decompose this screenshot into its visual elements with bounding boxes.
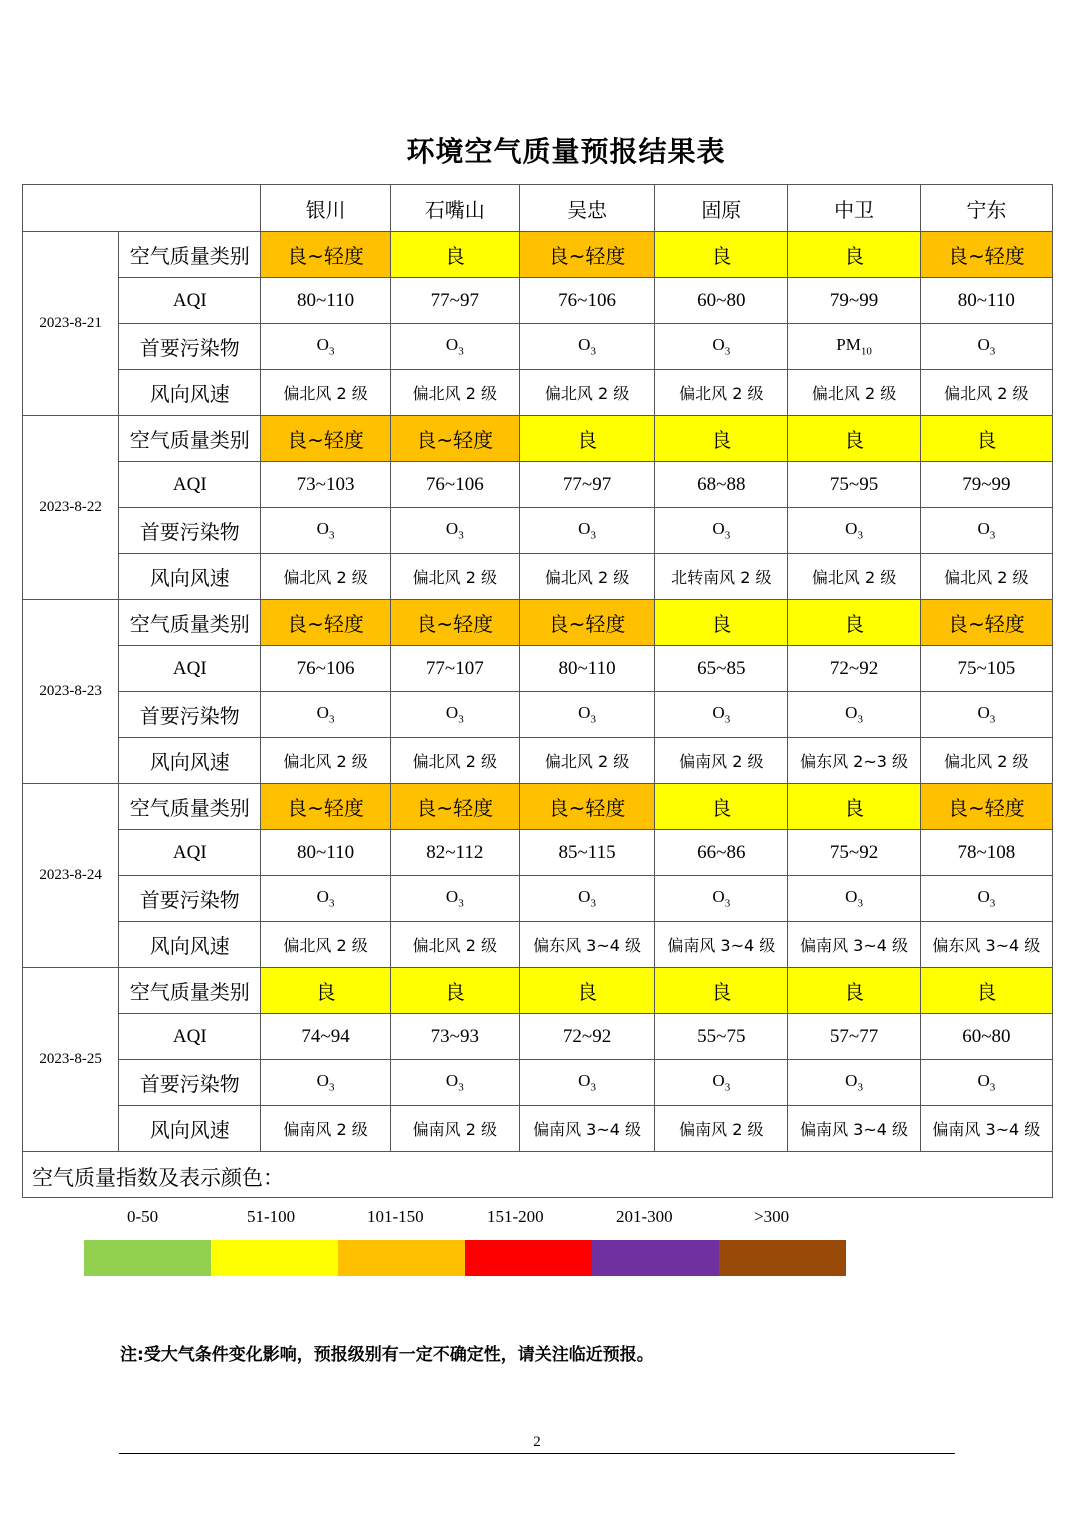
row-label-aqi: AQI [119,646,261,692]
pollutant-symbol: O [445,1071,459,1091]
aqi-cell: 60~80 [920,1014,1052,1060]
pollutant-subscript: 3 [458,713,464,726]
category-cell: 良 [519,416,654,462]
forecast-row-aqi [23,278,1053,324]
wind-cell: 偏北风 2 级 [788,370,920,416]
aqi-cell: 78~108 [920,830,1052,876]
category-cell: 良 [788,600,920,646]
wind-cell: 偏北风 2 级 [519,554,654,600]
city-header: 固原 [655,185,788,232]
wind-cell: 偏北风 2 级 [261,370,390,416]
pollutant-symbol: O [316,887,329,907]
row-label-pollutant: 首要污染物 [119,876,261,922]
category-cell: 良 [261,968,390,1014]
aqi-legend [23,1152,1053,1226]
pollutant-cell [655,508,788,554]
pollutant-symbol: O [977,887,990,907]
legend-swatch [338,1240,465,1276]
row-label-pollutant: 首要污染物 [119,324,261,370]
pollutant-subscript: 3 [590,713,596,726]
pollutant-symbol: O [977,335,990,355]
wind-cell: 偏北风 2 级 [519,738,654,784]
pollutant-subscript: 3 [724,529,731,542]
city-header: 吴忠 [519,185,654,232]
wind-cell: 偏北风 2 级 [390,370,519,416]
legend-swatch [84,1240,211,1276]
header-corner [23,185,261,232]
aqi-cell: 66~86 [655,830,788,876]
forecast-row-wind [23,554,1053,600]
aqi-cell: 65~85 [655,646,788,692]
row-label-wind: 风向风速 [119,554,261,600]
pollutant-cell [390,1060,519,1106]
pollutant-symbol: O [977,703,990,723]
pollutant-cell [920,692,1052,738]
aqi-cell: 80~110 [920,278,1052,324]
aqi-cell: 73~93 [390,1014,519,1060]
pollutant-subscript: 3 [328,1081,335,1094]
category-cell: 良~轻度 [519,600,654,646]
category-cell: 良 [655,232,788,278]
forecast-note: 注:受大气条件变化影响，预报级别有一定不确定性，请关注临近预报。 [120,1345,654,1365]
category-cell: 良~轻度 [519,232,654,278]
wind-cell: 偏南风 3~4 级 [519,1106,654,1152]
pollutant-cell [519,1060,654,1106]
forecast-row-category [23,416,1053,462]
legend-label: 51-100 [247,1207,296,1226]
aqi-cell: 75~92 [788,830,920,876]
pollutant-subscript: 3 [590,1081,596,1094]
footer-rule [119,1453,955,1454]
wind-cell: 偏北风 2 级 [920,554,1052,600]
aqi-cell: 80~110 [261,830,390,876]
category-cell: 良 [655,968,788,1014]
wind-cell: 偏东风 3~4 级 [920,922,1052,968]
pollutant-subscript: 10 [860,345,872,358]
aqi-cell: 79~99 [788,278,920,324]
row-label-category: 空气质量类别 [119,784,261,830]
forecast-row-pollutant [23,876,1053,922]
pollutant-cell [519,876,654,922]
wind-cell: 偏南风 3~4 级 [788,1106,920,1152]
aqi-cell: 72~92 [788,646,920,692]
pollutant-cell [390,508,519,554]
wind-cell: 偏北风 2 级 [390,922,519,968]
forecast-row-pollutant [23,1060,1053,1106]
pollutant-subscript: 3 [724,345,731,358]
wind-cell: 偏北风 2 级 [788,554,920,600]
forecast-date: 2023-8-21 [23,232,119,416]
forecast-row-category [23,968,1053,1014]
forecast-table [22,184,1053,1226]
forecast-row-aqi [23,830,1053,876]
aqi-cell: 72~92 [519,1014,654,1060]
category-cell: 良~轻度 [519,784,654,830]
row-label-category: 空气质量类别 [119,416,261,462]
pollutant-subscript: 3 [724,897,731,910]
row-label-pollutant: 首要污染物 [119,508,261,554]
pollutant-cell [655,876,788,922]
pollutant-cell [788,1060,920,1106]
pollutant-cell [920,324,1052,370]
pollutant-subscript: 3 [989,529,996,542]
pollutant-cell [261,324,390,370]
pollutant-cell [261,876,390,922]
forecast-date: 2023-8-25 [23,968,119,1152]
row-label-wind: 风向风速 [119,922,261,968]
pollutant-subscript: 3 [458,529,464,542]
wind-cell: 偏北风 2 级 [920,738,1052,784]
category-cell: 良 [519,968,654,1014]
wind-cell: 偏北风 2 级 [261,554,390,600]
pollutant-cell [788,692,920,738]
wind-cell: 偏北风 2 级 [390,554,519,600]
forecast-row-pollutant [23,508,1053,554]
pollutant-subscript: 3 [458,345,464,358]
wind-cell: 偏南风 3~4 级 [655,922,788,968]
forecast-date: 2023-8-23 [23,600,119,784]
forecast-row-category [23,600,1053,646]
city-header: 中卫 [788,185,920,232]
pollutant-subscript: 3 [328,897,335,910]
aqi-cell: 79~99 [920,462,1052,508]
row-label-aqi: AQI [119,1014,261,1060]
wind-cell: 偏北风 2 级 [920,370,1052,416]
pollutant-symbol: O [316,335,329,355]
legend-label: 151-200 [487,1207,544,1226]
row-label-category: 空气质量类别 [119,600,261,646]
row-label-wind: 风向风速 [119,370,261,416]
aqi-cell: 77~97 [519,462,654,508]
pollutant-subscript: 3 [857,713,863,726]
pollutant-cell [788,324,920,370]
pollutant-symbol: O [316,1071,329,1091]
forecast-row-wind [23,922,1053,968]
pollutant-cell [519,508,654,554]
category-cell: 良~轻度 [390,600,519,646]
pollutant-subscript: 3 [857,529,863,542]
category-cell: 良 [788,232,920,278]
forecast-row-wind [23,738,1053,784]
wind-cell: 偏东风 2~3 级 [788,738,920,784]
pollutant-symbol: O [445,887,459,907]
page-title: 环境空气质量预报结果表 [406,135,726,168]
pollutant-cell [261,1060,390,1106]
row-label-category: 空气质量类别 [119,968,261,1014]
forecast-row-aqi [23,646,1053,692]
wind-cell: 偏南风 2 级 [655,1106,788,1152]
row-label-category: 空气质量类别 [119,232,261,278]
pollutant-subscript: 3 [857,1081,863,1094]
pollutant-subscript: 3 [590,345,596,358]
row-label-pollutant: 首要污染物 [119,1060,261,1106]
pollutant-subscript: 3 [328,713,335,726]
pollutant-symbol: O [845,519,858,539]
pollutant-cell [261,692,390,738]
row-label-aqi: AQI [119,278,261,324]
wind-cell: 偏北风 2 级 [261,738,390,784]
pollutant-subscript: 3 [989,345,996,358]
forecast-row-aqi [23,462,1053,508]
forecast-row-aqi [23,1014,1053,1060]
pollutant-subscript: 3 [328,345,335,358]
category-cell: 良~轻度 [261,232,390,278]
category-cell: 良 [920,968,1052,1014]
legend-label: 101-150 [367,1207,424,1226]
row-label-aqi: AQI [119,830,261,876]
wind-cell: 偏南风 3~4 级 [920,1106,1052,1152]
category-cell: 良~轻度 [390,784,519,830]
pollutant-subscript: 3 [328,529,335,542]
wind-cell: 北转南风 2 级 [655,554,788,600]
pollutant-symbol: O [445,703,459,723]
category-cell: 良 [920,416,1052,462]
pollutant-subscript: 3 [989,897,996,910]
forecast-row-pollutant [23,324,1053,370]
category-cell: 良 [390,232,519,278]
city-header: 银川 [261,185,390,232]
pollutant-cell [390,324,519,370]
pollutant-subscript: 3 [590,897,596,910]
pollutant-subscript: 3 [857,897,863,910]
pollutant-cell [390,876,519,922]
pollutant-symbol: O [445,335,459,355]
legend-color-bar [84,1240,846,1276]
legend-label: 0-50 [127,1207,159,1226]
forecast-date: 2023-8-22 [23,416,119,600]
pollutant-symbol: O [445,519,459,539]
category-cell: 良~轻度 [920,600,1052,646]
row-label-pollutant: 首要污染物 [119,692,261,738]
category-cell: 良 [788,784,920,830]
wind-cell: 偏南风 2 级 [261,1106,390,1152]
pollutant-symbol: O [578,1071,591,1091]
aqi-cell: 76~106 [261,646,390,692]
pollutant-symbol: PM [836,335,861,355]
forecast-row-pollutant [23,692,1053,738]
pollutant-symbol: O [712,335,725,355]
category-cell: 良~轻度 [920,232,1052,278]
pollutant-symbol: O [712,1071,725,1091]
aqi-cell: 60~80 [655,278,788,324]
aqi-cell: 77~107 [390,646,519,692]
city-header: 宁东 [920,185,1052,232]
pollutant-subscript: 3 [989,1081,996,1094]
pollutant-symbol: O [845,887,858,907]
pollutant-subscript: 3 [989,713,996,726]
legend-swatch [465,1240,592,1276]
category-cell: 良 [655,600,788,646]
pollutant-cell [390,692,519,738]
aqi-cell: 80~110 [519,646,654,692]
wind-cell: 偏北风 2 级 [390,738,519,784]
aqi-cell: 74~94 [261,1014,390,1060]
legend-title: 空气质量指数及表示颜色： [32,1166,284,1190]
pollutant-symbol: O [712,703,725,723]
category-cell: 良~轻度 [390,416,519,462]
pollutant-symbol: O [578,887,591,907]
category-cell: 良~轻度 [261,416,390,462]
pollutant-symbol: O [845,1071,858,1091]
pollutant-cell [519,692,654,738]
forecast-date: 2023-8-24 [23,784,119,968]
wind-cell: 偏北风 2 级 [655,370,788,416]
pollutant-symbol: O [578,335,591,355]
category-cell: 良 [788,416,920,462]
wind-cell: 偏南风 2 级 [655,738,788,784]
forecast-row-category [23,784,1053,830]
pollutant-cell [920,508,1052,554]
pollutant-subscript: 3 [724,1081,731,1094]
pollutant-symbol: O [316,703,329,723]
forecast-row-category [23,232,1053,278]
row-label-wind: 风向风速 [119,1106,261,1152]
pollutant-cell [655,692,788,738]
wind-cell: 偏北风 2 级 [261,922,390,968]
aqi-cell: 68~88 [655,462,788,508]
pollutant-symbol: O [578,703,591,723]
legend-label: 201-300 [616,1207,673,1226]
wind-cell: 偏南风 2 级 [390,1106,519,1152]
pollutant-cell [655,1060,788,1106]
pollutant-cell [261,508,390,554]
aqi-cell: 85~115 [519,830,654,876]
pollutant-symbol: O [316,519,329,539]
aqi-cell: 55~75 [655,1014,788,1060]
pollutant-cell [519,324,654,370]
category-cell: 良~轻度 [261,600,390,646]
wind-cell: 偏南风 3~4 级 [788,922,920,968]
aqi-cell: 77~97 [390,278,519,324]
aqi-cell: 80~110 [261,278,390,324]
pollutant-subscript: 3 [724,713,731,726]
pollutant-cell [920,1060,1052,1106]
pollutant-symbol: O [977,519,990,539]
legend-swatch [719,1240,846,1276]
pollutant-cell [788,508,920,554]
forecast-row-wind [23,370,1053,416]
aqi-cell: 73~103 [261,462,390,508]
pollutant-cell [655,324,788,370]
legend-swatch [592,1240,719,1276]
category-cell: 良 [655,784,788,830]
page-number: 2 [533,1434,541,1450]
pollutant-subscript: 3 [458,1081,464,1094]
category-cell: 良 [655,416,788,462]
legend-label: >300 [754,1207,790,1226]
legend-swatch [211,1240,338,1276]
wind-cell: 偏北风 2 级 [519,370,654,416]
pollutant-subscript: 3 [458,897,464,910]
category-cell: 良 [788,968,920,1014]
aqi-cell: 82~112 [390,830,519,876]
pollutant-symbol: O [578,519,591,539]
category-cell: 良 [390,968,519,1014]
pollutant-symbol: O [712,519,725,539]
pollutant-cell [788,876,920,922]
aqi-cell: 75~105 [920,646,1052,692]
pollutant-subscript: 3 [590,529,596,542]
aqi-cell: 57~77 [788,1014,920,1060]
category-cell: 良~轻度 [920,784,1052,830]
wind-cell: 偏东风 3~4 级 [519,922,654,968]
city-header: 石嘴山 [390,185,519,232]
pollutant-symbol: O [977,1071,990,1091]
row-label-aqi: AQI [119,462,261,508]
category-cell: 良~轻度 [261,784,390,830]
aqi-cell: 76~106 [390,462,519,508]
forecast-row-wind [23,1106,1053,1152]
row-label-wind: 风向风速 [119,738,261,784]
aqi-cell: 76~106 [519,278,654,324]
pollutant-cell [920,876,1052,922]
pollutant-symbol: O [712,887,725,907]
aqi-cell: 75~95 [788,462,920,508]
city-header-row [23,185,1053,232]
pollutant-symbol: O [845,703,858,723]
